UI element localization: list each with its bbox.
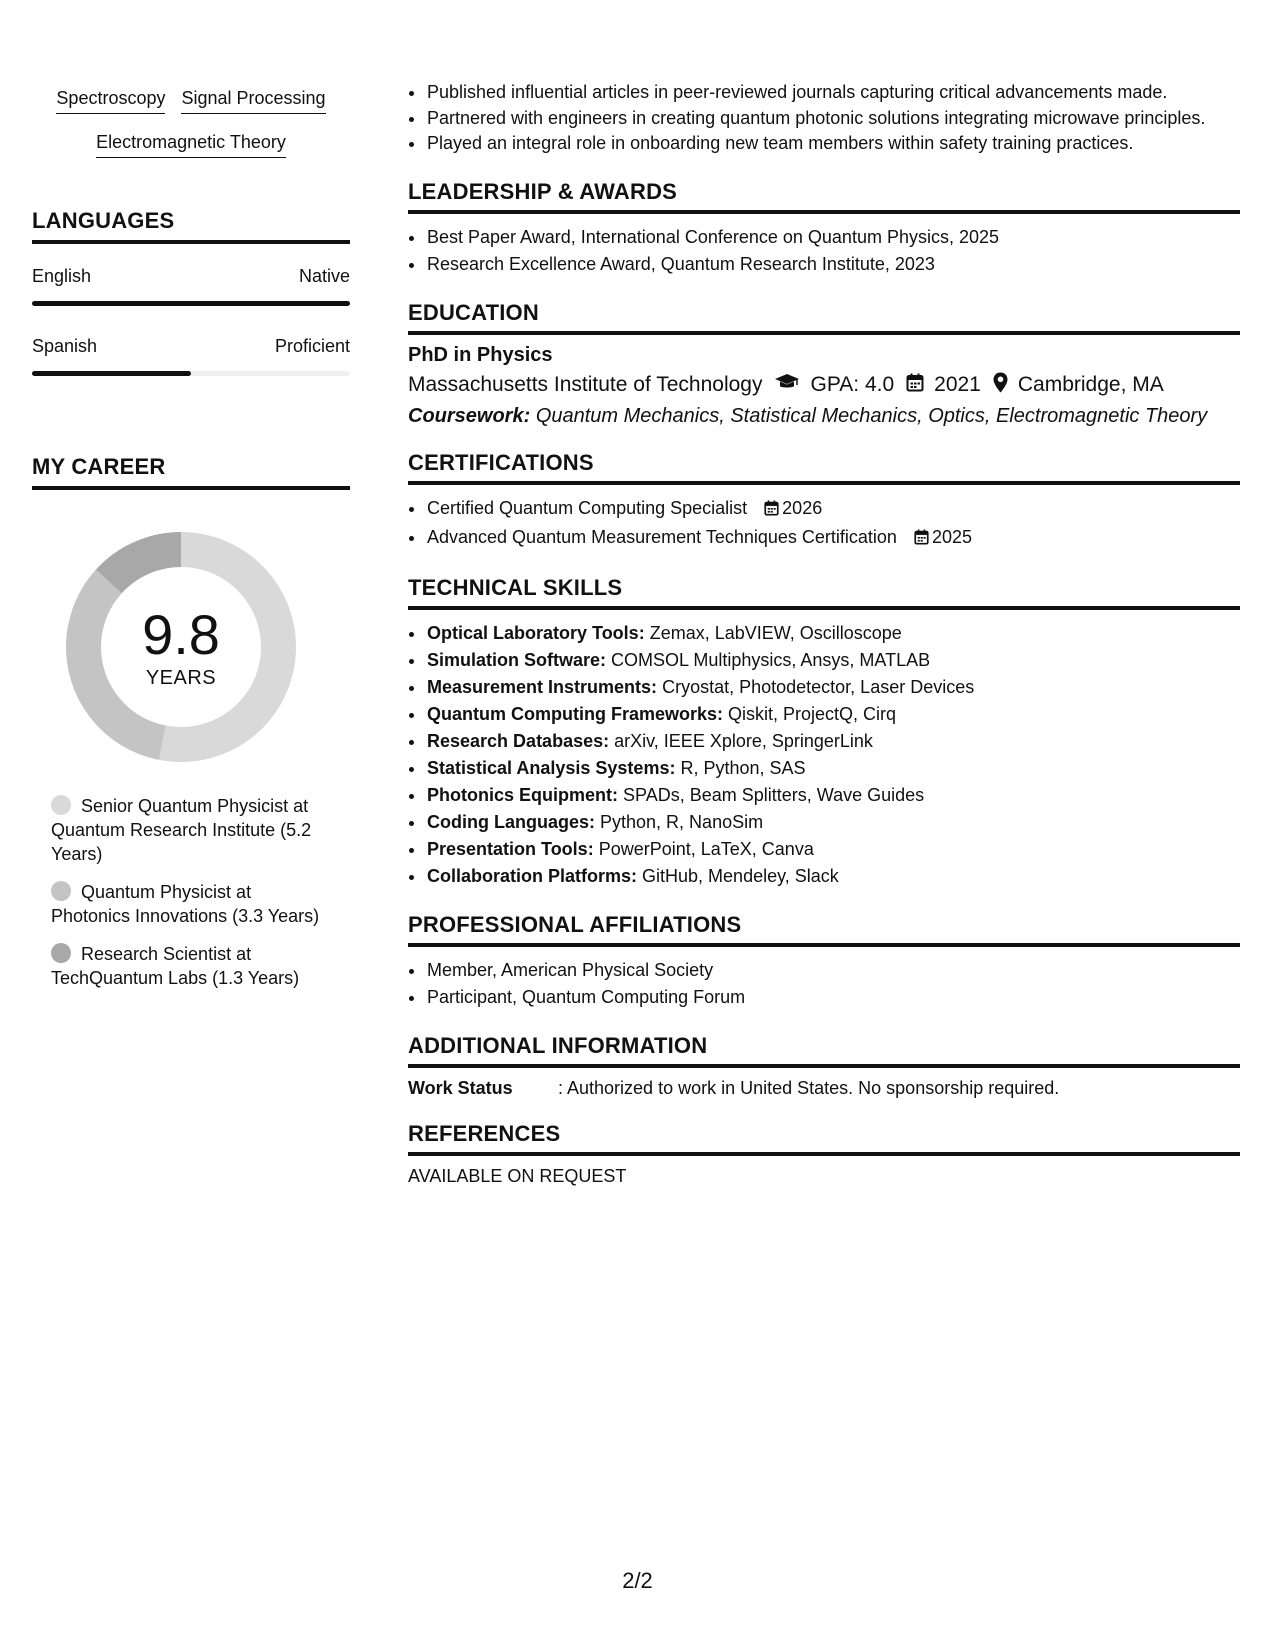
coursework-value: Quantum Mechanics, Statistical Mechanics, Optics, Electromagnetic Theory [535,404,1208,427]
languages-section [32,208,350,376]
graduation-cap-icon [774,373,800,397]
awards-list [408,224,1240,278]
career-section [32,454,350,990]
skill-values: Qiskit, ProjectQ, Cirq [728,703,897,724]
list-item [426,495,1240,524]
list-item [426,755,1240,782]
list-item [426,863,1240,890]
list-item [426,836,1240,863]
affiliations-heading: PROFESSIONAL AFFILIATIONS [408,912,1240,947]
left-column [32,80,350,1004]
list-item: • Best Paper Award, International Conference on Quantum Physics, 2025 [426,224,1240,251]
skill-values: R, Python, SAS [680,757,806,778]
affiliations-list [408,957,1240,1011]
map-pin-icon [993,372,1008,399]
awards-heading: LEADERSHIP & AWARDS [408,179,1240,214]
certification-year: 2025 [931,526,972,547]
skill-tags [32,80,350,168]
skill-category: Research Databases: [427,730,610,751]
list-item: • Partnered with engineers in creating quantum photonic solutions integrating microwave principles. [426,106,1240,132]
calendar-icon [914,526,929,553]
legend-dot-icon [51,881,71,901]
career-legend-item [51,942,330,990]
skill-tag: Signal Processing [181,85,325,114]
right-column [408,80,1240,1187]
language-bar [32,301,350,306]
career-donut [66,532,296,762]
education-school: Massachusetts Institute of Technology [408,373,763,396]
career-role-label: Quantum Physicist at Photonics Innovations (3.3 Years) [51,882,320,926]
education-year: 2021 [934,373,981,396]
education-details [408,372,1240,399]
list-item [426,701,1240,728]
career-years-unit: YEARS [145,666,217,689]
skill-tag: Spectroscopy [56,85,165,114]
certification-name: Certified Quantum Computing Specialist [427,497,748,518]
language-bar-fill [32,371,191,376]
skill-values: arXiv, IEEE Xplore, SpringerLink [614,730,873,751]
list-item [426,809,1240,836]
work-status-value: : Authorized to work in United States. No sponsorship required. [558,1077,1060,1098]
skill-category: Photonics Equipment: [427,784,618,805]
skill-values: SPADs, Beam Splitters, Wave Guides [623,784,925,805]
technical-skills-heading: TECHNICAL SKILLS [408,575,1240,610]
experience-bullets [408,80,1240,157]
career-role-label: Senior Quantum Physicist at Quantum Research Institute (5.2 Years) [51,796,312,864]
references-text: AVAILABLE ON REQUEST [408,1165,627,1186]
additional-info-heading: ADDITIONAL INFORMATION [408,1033,1240,1068]
list-item [426,728,1240,755]
legend-dot-icon [51,943,71,963]
career-donut-center [66,532,296,762]
skill-category: Optical Laboratory Tools: [427,622,645,643]
skill-category: Quantum Computing Frameworks: [427,703,724,724]
language-level: Proficient [274,336,350,356]
technical-skills-list [408,620,1240,890]
career-legend-item [51,794,330,866]
skill-values: COMSOL Multiphysics, Ansys, MATLAB [611,649,931,670]
language-row [32,266,350,287]
language-level: Native [298,266,350,286]
legend-dot-icon [51,795,71,815]
education-location: Cambridge, MA [1017,373,1164,396]
skill-values: GitHub, Mendeley, Slack [642,865,839,886]
skill-values: PowerPoint, LaTeX, Canva [598,838,814,859]
list-item [426,674,1240,701]
language-name: English [32,266,92,286]
skill-values: Python, R, NanoSim [600,811,764,832]
language-row [32,336,350,357]
languages-heading: LANGUAGES [32,208,350,244]
coursework-label: Coursework: [408,404,531,427]
skill-category: Coding Languages: [427,811,595,832]
certifications-list [408,495,1240,553]
list-item [426,647,1240,674]
list-item: • Played an integral role in onboarding new team members within safety training practices. [426,131,1240,157]
skill-category: Statistical Analysis Systems: [427,757,676,778]
list-item: • Participant, Quantum Computing Forum [426,984,1240,1011]
skill-values: Cryostat, Photodetector, Laser Devices [662,676,975,697]
list-item [426,524,1240,553]
list-item: • Member, American Physical Society [426,957,1240,984]
education-heading: EDUCATION [408,300,1240,335]
career-role-label: Research Scientist at TechQuantum Labs (1.3 Years) [51,944,300,988]
language-bar [32,371,350,376]
certification-name: Advanced Quantum Measurement Techniques Certification [427,526,897,547]
language-bar-fill [32,301,350,306]
references-heading: REFERENCES [408,1121,1240,1156]
career-total-years: 9.8 [142,602,220,666]
education-coursework [408,405,1240,428]
calendar-icon [906,373,924,398]
language-name: Spanish [32,336,98,356]
skill-tag: Electromagnetic Theory [96,129,286,158]
list-item [426,782,1240,809]
career-legend-item [51,880,330,928]
skill-category: Simulation Software: [427,649,607,670]
skill-category: Collaboration Platforms: [427,865,638,886]
skill-category: Measurement Instruments: [427,676,658,697]
list-item: • Published influential articles in peer-reviewed journals capturing critical advancements made. [426,80,1240,106]
list-item: • Research Excellence Award, Quantum Research Institute, 2023 [426,251,1240,278]
career-legend [32,794,350,990]
career-heading: MY CAREER [32,454,350,490]
certifications-heading: CERTIFICATIONS [408,450,1240,485]
calendar-icon [764,497,779,524]
skill-category: Presentation Tools: [427,838,594,859]
page-number: 2/2 [622,1568,653,1593]
work-status-label: Work Status [408,1077,513,1098]
work-status-row [408,1078,1240,1099]
certification-year: 2026 [782,497,823,518]
education-gpa: GPA: 4.0 [810,373,895,396]
education-degree: PhD in Physics [408,343,553,366]
skill-values: Zemax, LabVIEW, Oscilloscope [649,622,902,643]
list-item [426,620,1240,647]
